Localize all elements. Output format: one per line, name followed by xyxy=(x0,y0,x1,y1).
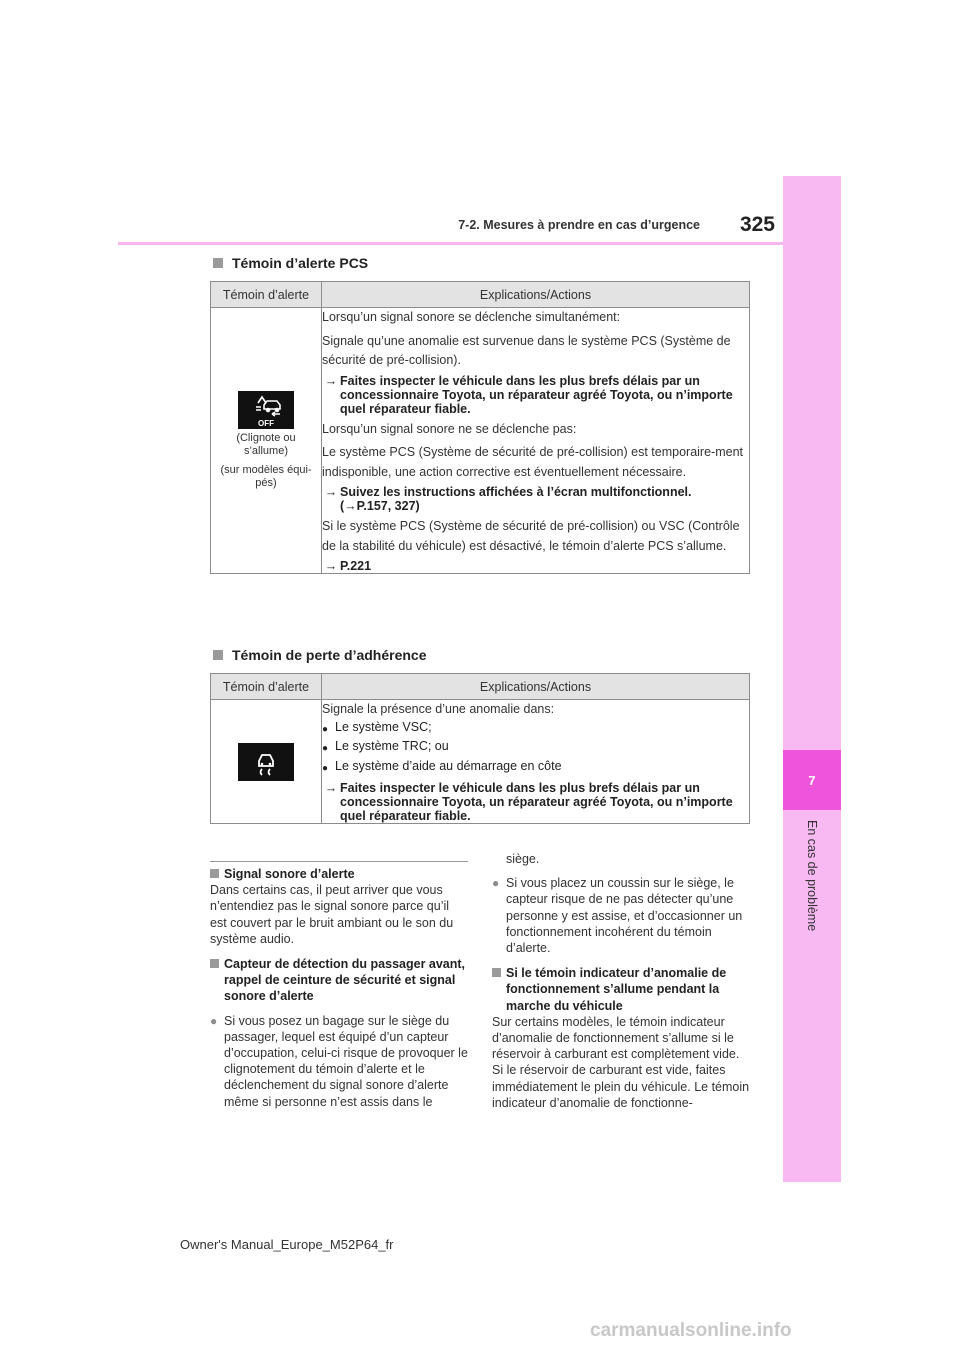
arrow-icon: → xyxy=(324,559,338,573)
bullet-icon: ● xyxy=(322,762,329,774)
list-item xyxy=(322,759,749,779)
expl-para: Lorsqu’un signal sonore ne se déclenche pas: xyxy=(322,421,577,436)
note-bullet: ● Si vous posez un bagage sur le siège du passager, lequel est équipé d’un capteur d’occupation, celui-ci risque de provoquer le clignotement du témoin d’alerte et le déclenchement du signal sonore d’alerte même si personne n’est assis dans le xyxy=(210,1013,468,1109)
col-header-explanations: Explications/Actions xyxy=(322,674,750,700)
page-reference-link[interactable]: P.221 xyxy=(340,559,372,573)
chapter-side-band xyxy=(783,176,841,1182)
note-paragraph: Sur certains modèles, le témoin indicateur d’anomalie de fonctionnement s’allume si le réservoir à carburant est complètement vide. Si le réservoir de carburant est vide, faites immédiatement le plein du véhicule. Le témoin indicateur d’anomalie de fonctionne- xyxy=(492,1014,750,1110)
chapter-number-tab[interactable]: 7 xyxy=(783,750,841,810)
table-row xyxy=(211,308,750,574)
expl-para: Le système PCS (Système de sécurité de pré-collision) est temporaire-ment indisponible, une action corrective est éventuellement nécessaire. xyxy=(322,445,743,479)
table-row xyxy=(211,700,750,824)
arrow-icon: → xyxy=(324,781,338,795)
section-title-text: Témoin d’alerte PCS xyxy=(232,255,369,271)
list-item-text: Le système VSC; xyxy=(335,719,432,734)
note-heading: Si le témoin indicateur d’anomalie de fonctionnement s’allume pendant la marche du véhicule xyxy=(492,965,750,1014)
page-reference-link[interactable]: (→P.157, 327) xyxy=(340,499,420,513)
section-title-pcs xyxy=(213,255,368,271)
section-title-traction xyxy=(213,647,427,663)
note-heading: Signal sonore d’alerte xyxy=(210,866,468,882)
action-item xyxy=(322,485,749,513)
col-header-warning: Témoin d’alerte xyxy=(211,674,322,700)
circle-bullet-icon: ● xyxy=(492,876,500,891)
note-paragraph: Dans certains cas, il peut arriver que vous n’entendiez pas le signal sonore parce qu’il est couvert par le bruit ambiant ou le son du système audio. xyxy=(210,883,454,946)
slip-indicator-icon xyxy=(238,743,294,781)
expl-para: Signale qu’une anomalie est survenue dans le système PCS (Système de sécurité de pré-collision). xyxy=(322,333,731,367)
note-heading: Capteur de détection du passager avant, rappel de ceinture de sécurité et signal sonore d’alerte xyxy=(210,956,468,1005)
action-text: Faites inspecter le véhicule dans les plus brefs délais par un concessionnaire Toyota, un réparateur agréé Toyota, ou n’importe quel réparateur fiable. xyxy=(340,781,733,823)
note-square-icon xyxy=(492,968,501,977)
bullet-icon: ● xyxy=(322,723,329,735)
table-header-row xyxy=(211,674,750,700)
action-item xyxy=(322,781,749,823)
watermark: carmanualsonline.info xyxy=(590,1320,792,1341)
pcs-warning-icon xyxy=(238,391,294,429)
note-bullet: ● Si vous placez un coussin sur le siège, le capteur risque de ne pas détecter qu’une personne y est assise, et d’occasionner un fonctionnement incohérent du témoin d’alerte. xyxy=(492,876,743,956)
explanation-cell xyxy=(322,700,750,824)
action-item xyxy=(322,559,749,573)
notes-right-column xyxy=(492,851,750,1111)
action-text: Faites inspecter le véhicule dans les plus brefs délais par un concessionnaire Toyota, un réparateur agréé Toyota, ou n’importe quel réparateur fiable. xyxy=(340,373,733,416)
notes-divider xyxy=(210,861,468,862)
action-item xyxy=(322,374,749,416)
col-header-warning: Témoin d’alerte xyxy=(211,282,322,308)
list-item xyxy=(322,739,749,759)
chapter-label-text: En cas de problème xyxy=(805,820,819,932)
footer-manual-id: Owner's Manual_Europe_M52P64_fr xyxy=(180,1237,394,1252)
note-square-icon xyxy=(210,959,219,968)
page-number: 325 xyxy=(739,213,775,236)
action-text: Suivez les instructions affichées à l’écran multifonctionnel. xyxy=(340,485,692,499)
icon-cell xyxy=(211,308,322,574)
section-square-icon xyxy=(213,650,223,660)
list-item-text: Le système TRC; ou xyxy=(335,739,449,753)
icon-caption-blink: (Clignote ou s’allume) xyxy=(236,432,296,457)
arrow-icon: → xyxy=(324,373,338,388)
expl-para: Lorsqu’un signal sonore se déclenche simultanément: xyxy=(322,310,621,324)
pcs-warning-table xyxy=(210,281,750,574)
note-paragraph-continued: siège. xyxy=(506,852,540,866)
pcs-off-label: OFF xyxy=(258,419,274,428)
bullet-icon: ● xyxy=(322,743,329,754)
list-item-text: Le système d’aide au démarrage en côte xyxy=(335,758,562,773)
chapter-label xyxy=(783,820,841,1000)
section-square-icon xyxy=(213,258,223,268)
explanation-cell xyxy=(322,308,750,574)
icon-cell xyxy=(211,700,322,824)
note-square-icon xyxy=(210,869,219,878)
expl-para: Si le système PCS (Système de sécurité de pré-collision) ou VSC (Contrôle de la stabilité du véhicule) est désactivé, le témoin d’alerte PCS s’allume. xyxy=(322,519,740,553)
arrow-icon: → xyxy=(324,485,338,499)
circle-bullet-icon: ● xyxy=(210,1013,218,1028)
list-item xyxy=(322,720,749,740)
section-title-text: Témoin de perte d’adhérence xyxy=(232,647,427,663)
notes-left-column xyxy=(210,866,468,1110)
traction-warning-table xyxy=(210,673,750,824)
header-rule xyxy=(118,242,783,245)
expl-para: Signale la présence d’une anomalie dans: xyxy=(322,702,555,716)
icon-caption-equipped: (sur modèles équi-pés) xyxy=(220,464,312,489)
table-header-row xyxy=(211,282,750,308)
running-title: 7-2. Mesures à prendre en cas d’urgence xyxy=(458,218,700,232)
col-header-explanations: Explications/Actions xyxy=(322,282,750,308)
